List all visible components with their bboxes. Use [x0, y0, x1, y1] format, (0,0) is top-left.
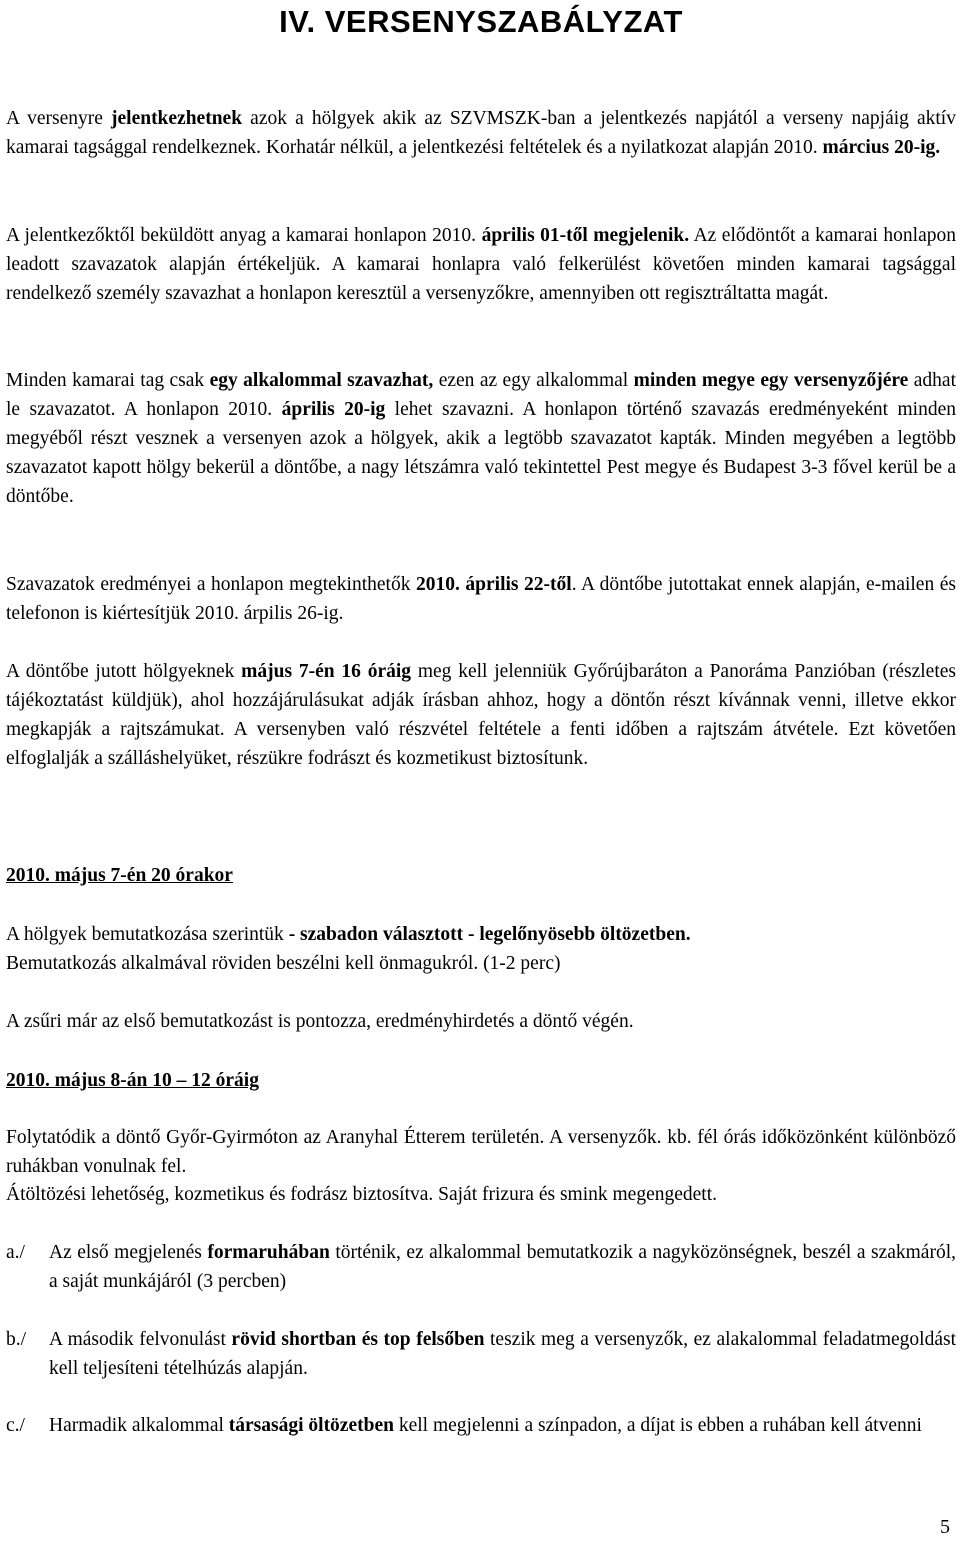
list-item-text: [49, 1415, 922, 1436]
text-run: lehet szavazni. A honlapon történő szavazás eredményeként minden megyéből részt vesznek a versenyen azok a hölgyek, akik a legtöbb szavazatot kapták. Minden megyében a legtöbb szavazatot kapott hölgy bekerül a döntőbe, a nagy létszámra való tekintettel Pest megye és Budapest 3-3 fővel kerül be a döntőbe.: [6, 399, 956, 507]
bold-text-run: társasági öltözetben: [228, 1415, 394, 1436]
paragraph-voting: [6, 366, 956, 511]
section-heading-may8: 2010. május 8-án 10 – 12 óráig: [6, 1070, 259, 1091]
paragraph-prelim: [6, 221, 956, 308]
bold-text-run: március 20-ig.: [822, 137, 941, 158]
list-item-text: [49, 1242, 956, 1292]
list-item-label: c./: [6, 1415, 25, 1436]
bold-text-run: rövid shortban és top felsőben: [231, 1329, 485, 1350]
text-run: Harmadik alkalommal: [49, 1415, 229, 1436]
text-run: A döntőbe jutott hölgyeknek: [6, 661, 242, 682]
text-run: történik, ez alkalommal bemutatkozik a nagyközönségnek, beszél a szakmáról, a saját munkájáról (3 percben): [49, 1242, 956, 1292]
bold-text-run: egy alkalommal szavazhat,: [209, 370, 434, 391]
paragraph-results: [6, 570, 956, 628]
paragraph-jury: A zsűri már az első bemutatkozást is pontozza, eredményhirdetés a döntő végén.: [6, 1011, 634, 1032]
text-run: ezen az egy alkalommal: [433, 370, 634, 391]
text-run: Az elődöntőt a kamarai honlapon leadott szavazatok alapján értékeljük. A kamarai honlapra való felkerülést követően minden kamarai tagsággal rendelkező személy szavazhat a honlapon keresztül a versenyzőkre, amennyiben ott regisztráltatta magát.: [6, 225, 956, 304]
bold-text-run: formaruhában: [207, 1242, 330, 1263]
list-item-c: [6, 1411, 956, 1440]
bold-text-run: 2010. április 22-től: [416, 574, 572, 595]
text-run: adhat le szavazatot. A honlapon 2010.: [6, 370, 956, 420]
section-heading-may7: 2010. május 7-én 20 órakor: [6, 865, 233, 886]
list-item-text: [49, 1329, 956, 1379]
document-page: [6, 0, 956, 1436]
text-run: A második felvonulást: [49, 1329, 232, 1350]
text-run: teszik meg a versenyzők, ez alakalommal feladatmegoldást kell teljesíteni tételhúzás alapján.: [49, 1329, 956, 1379]
text-run: Az első megjelenés: [49, 1242, 208, 1263]
list-item-a: [6, 1238, 956, 1296]
bold-text-run: jelentkezhetnek: [111, 108, 243, 129]
text-run: . A döntőbe jutottakat ennek alapján, e-mailen és telefonon is kiértesítjük 2010. árpilis 26-ig.: [6, 574, 956, 624]
paragraph-finalists: [6, 657, 956, 773]
bold-text-run: - szabadon választott - legelőnyösebb öltözetben.: [288, 924, 691, 945]
text-run: azok a hölgyek akik az SZVMSZK-ban a jelentkezés napjától a verseny napjáig aktív kamarai tagsággal rendelkeznek. Korhatár nélkül, a jelentkezési feltételek és a nyilatkozat alapján 2010.: [6, 108, 956, 158]
bold-text-run: április 01-től megjelenik.: [481, 225, 690, 246]
paragraph-introduction: [6, 920, 956, 949]
text-run: A hölgyek bemutatkozása szerintük: [6, 924, 289, 945]
bold-text-run: május 7-én 16 óráig: [241, 661, 412, 682]
text-run: A versenyre: [6, 108, 111, 129]
text-run: Minden kamarai tag csak: [6, 370, 210, 391]
bold-text-run: minden megye egy versenyzőjére: [633, 370, 909, 391]
list-item-label: a./: [6, 1242, 25, 1263]
text-run: Szavazatok eredményei a honlapon megtekinthetők: [6, 574, 416, 595]
page-number: 5: [940, 1516, 950, 1538]
paragraph-registration: [6, 104, 956, 162]
paragraph-final-continues: Folytatódik a döntő Győr-Gyirmóton az Aranyhal Étterem területén. A versenyzők. kb. fél órás időközönként különböző ruhákban vonulnak fel.: [6, 1127, 956, 1177]
bold-text-run: április 20-ig: [281, 399, 386, 420]
paragraph-changing: Átöltözési lehetőség, kozmetikus és fodrász biztosítva. Saját frizura és smink megengedett.: [6, 1184, 718, 1205]
list-item-b: [6, 1325, 956, 1383]
list-item-label: b./: [6, 1329, 27, 1350]
page-title: IV. VERSENYSZABÁLYZAT: [279, 4, 683, 39]
text-run: kell megjelenni a színpadon, a díjat is ebben a ruhában kell átvenni: [393, 1415, 922, 1436]
text-run: meg kell jelenniük Győrújbaráton a Panoráma Panzióban (részletes tájékoztatást küldjük), ahol hozzájárulásukat adják írásban ahhoz, hogy a döntőn részt kívánnak venni, illetve ekkor megkapják a rajtszámukat. A versenyben való részvétel feltétele a fenti időben a rajtszám átvétele. Ezt követően elfoglalják a szálláshelyüket, részükre fodrászt és kozmetikust biztosítunk.: [6, 661, 956, 769]
paragraph-introduction-note: Bemutatkozás alkalmával röviden beszélni kell önmagukról. (1-2 perc): [6, 953, 561, 974]
text-run: A jelentkezőktől beküldött anyag a kamarai honlapon 2010.: [6, 225, 482, 246]
